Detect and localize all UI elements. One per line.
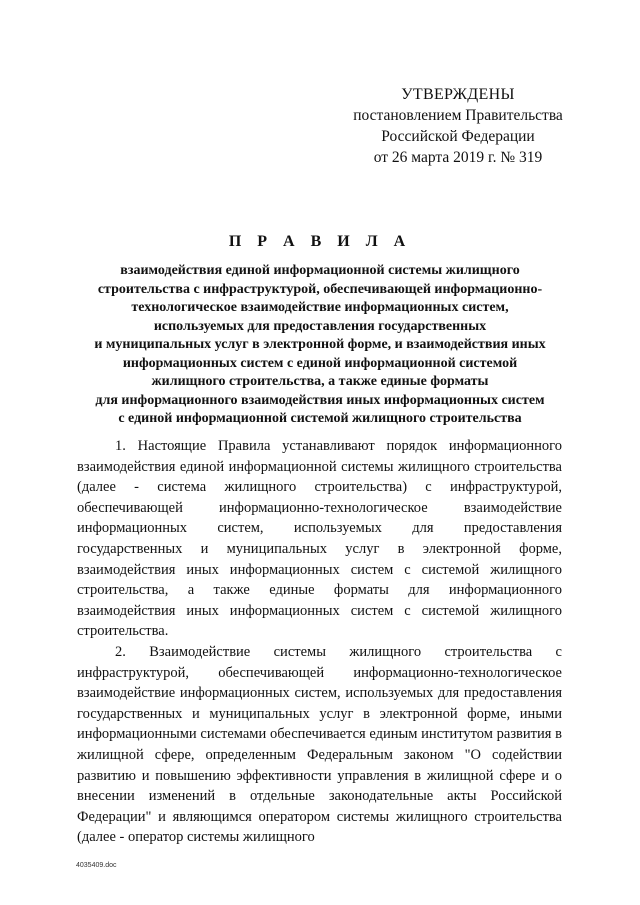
subtitle-line: и муниципальных услуг в электронной форме, и взаимодействия иных: [94, 337, 546, 352]
approval-line: от 26 марта 2019 г. № 319: [373, 149, 543, 166]
subtitle-line: для информационного взаимодействия иных информационных систем: [95, 392, 545, 408]
subtitle-line: информационных систем с единой информационной системой: [122, 355, 518, 371]
subtitle-line: технологическое взаимодействие информационных систем,: [131, 300, 509, 315]
document-title: П Р А В И Л А: [228, 233, 412, 250]
subtitle-line: строительства с инфраструктурой, обеспечивающей информационно-: [97, 281, 543, 297]
file-name-footer: 4035409.doc: [76, 862, 117, 869]
paragraph: 1. Настоящие Правила устанавливают порядок информационного взаимодействия единой информационной системы жилищного строительства (далее - система жилищного строительства) с инфраструктурой, обеспечивающей информационно-технологическое взаимодействие информационных систем, используемых для предоставления государственных и муниципальных услуг в электронной форме, взаимодействия иных информационных систем с системой жилищного строительства, а также единые форматы для информационного взаимодействия иных информационных систем с системой жилищного строительства.: [77, 438, 562, 640]
approval-heading: УТВЕРЖДЕНЫ: [401, 86, 515, 103]
paragraph: 2. Взаимодействие системы жилищного строительства с инфраструктурой, обеспечивающей информационно-технологическое взаимодействие информационных систем, используемых для предоставления государственных и муниципальных услуг в электронной форме, иными информационными системами обеспечивается единым институтом развития в жилищной сфере, определенным Федеральным законом "О содействии развитию и повышению эффективности управления в жилищной сфере и о внесении изменений в отдельные законодательные акты Российской Федерации" и являющимся оператором системы жилищного строительства (далее - оператор системы жилищного: [77, 643, 562, 846]
approval-line: постановлением Правительства: [353, 107, 563, 124]
approval-line: Российской Федерации: [381, 128, 535, 145]
document-body: [77, 436, 562, 848]
approval-block: [330, 84, 586, 168]
subtitle-line: жилищного строительства, а также единые форматы: [151, 374, 489, 389]
subtitle-line: взаимодействия единой информационной системы жилищного: [120, 263, 520, 278]
subtitle-line: с единой информационной системой жилищного строительства: [118, 411, 522, 426]
document-subtitle: [70, 262, 570, 429]
subtitle-line: используемых для предоставления государственных: [153, 318, 487, 334]
